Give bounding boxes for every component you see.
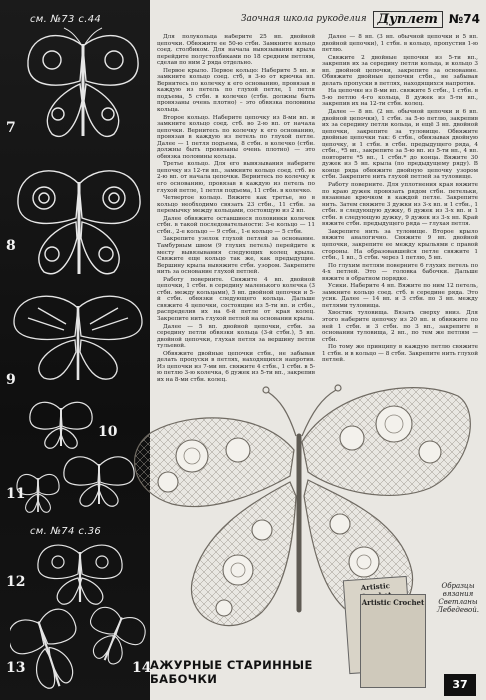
text-column-left — [157, 34, 315, 408]
paragraph: Далее — 8 вп. (2 вп. обычной цепочки и 6 вп. двойной цепочки), 1 стбн. за 5-ю петлю, закрепив их за середину петли кольца, и ещё 3 вп. двойной цепочки, закрепите за туловище. Обвяжите двойные цепочки так: 6 стбн., обвязывая двойную цепочку, и 1 стбн. в стбн. предыдущего ряда, 4 стбн., *5 вп., закрепите за 5-ю вп. из 5-ти вп., 4 вп. повторите *5 вп., 1 стбн.* до конца. Вяжите 30 дужек из 5 вп. крыла (по предыдущему ряду). В конце ряда обвяжите двойную цепочку узором стбн. Закрепите нить глухой петлей за туловище. — [322, 109, 478, 181]
butterfly-photo-9 — [8, 290, 148, 385]
brand-logo: Дуплет — [373, 11, 443, 28]
photo-caption: Образцы вязания Светланы Лебедевой. — [437, 582, 479, 614]
paragraph: Обвяжите двойные цепочки стбн., не забывая делать пропуски в петлях, находящихся напротив. Из цепочки из 7-ми вп. свяжите 4 стбн., 1 стбн. в 5-ю петлю 3-ю колечка, 6 дужек из 5-ти вп., закрепив их на 8-ми стбн. колец. — [157, 350, 315, 383]
paragraph: Хвостик туловища. Вязать сверху вниз. Для этого наберите цепочку из 20 вп. и обвяжите по ней 1 стбн. и 3 стбн. по 3 вп., закрепите в основании туловища, 2 вп., по тем же петлям — стбн. — [322, 310, 478, 343]
magazine-cover-back: Artistic — [343, 576, 413, 674]
paragraph: На цепочке из 8-ми вп. свяжите 5 стбн., 1 стбн. в 5-ю петлю 4-го кольца, 8 дужек из 5-ти вп., закрепив их на 12-ти стбн. колец. — [322, 88, 478, 108]
paragraph: Закрепите узелок глухой петлей за основание. Тамбурным швом (9 глухих петель) перейдите к месту вывязывания следующих колец крыла. Свяжите еще кольцо так же, как предыдущие. Вершину крыла вывяжите стбн. узором. Закрепите нить за основание глухой петлей. — [157, 236, 315, 276]
paragraph: По тому же принципу в каждую петлю свяжите 1 стбн. и в кольцо — 8 стбн. Закрепите нить глухой петлей. — [322, 344, 478, 364]
butterfly-photo-7 — [18, 26, 148, 151]
paragraph: Для полукольца наберите 25 вп. двойной цепочки. Обвяжите ее 50-ю стбн. Замкните кольцо соед. столбиком. Для начала вывязывания крыла перейдите полустолбиками по 18 средним петлям, сделав по ним 2 ряда отдельно. — [157, 34, 315, 67]
article-title: АЖУРНЫЕ СТАРИННЫЕ БАБОЧКИ — [150, 658, 313, 686]
figure-number-14: 14 — [132, 660, 152, 676]
paragraph: Далее — 5 вп. двойной цепочки, стбн. за середину петли обвязки кольца (3-й стбн.), 5 вп. двойной цепочки, глухая петля за вершину петли тульевой. — [157, 323, 315, 350]
paragraph: Далее — 8 вп. (3 вп. обычной цепочки и 5 вп. двойной цепочки), 1 стбн. в кольцо, пропустив 1-ю петлю. — [322, 34, 478, 54]
paragraph: По глухим петлям поверните 6 глухих петель по 4-х петлей. Это — головка бабочки. Дальше вяжите в обратном порядке. — [322, 262, 478, 282]
paragraph: Усики. Наберите 4 вп. Вяжите по ним 12 петель, замкните кольцо соед. стб. в середине ряда. Это усик. Далее — 14 вп. и 3 стбн. по 3 вп. между петлями туловища. — [322, 283, 478, 309]
figure-number-10: 10 — [98, 424, 118, 440]
issue-number: №74 — [448, 12, 480, 26]
paragraph: Закрепите нить за туловище. Второе крыло вяжите аналогично. Свяжите 9 вп. двойной цепочки, закрепите ее между крыльями с правой стороны. На образовавшейся петле свяжите 1 стбн., 1 вп., 5 стбн. через 1 петлю, 5 вп. — [322, 228, 478, 262]
paragraph: Далее обвяжите оставшиеся половинки колечек стбн. в такой последовательности: 3-е кольцо — 11 стбн., 2-е кольцо — 9 стбн., 1-е кольцо — 5 стбн. — [157, 215, 315, 235]
figure-number-9: 9 — [6, 372, 16, 388]
figure-number-11: 11 — [6, 486, 26, 502]
figure-number-8: 8 — [6, 238, 16, 254]
paragraph: Четвертое кольцо. Вяжите как третье, но в кольцо необходимо связать 23 стбн., 11 стбн. за перемычку между кольцами, состоящую из 2 вп. — [157, 195, 315, 215]
magazine-cover-front: Artistic Crochet — [360, 594, 426, 688]
magazine-stack-photo — [342, 578, 428, 688]
figure-number-12: 12 — [6, 574, 26, 590]
figure-number-7: 7 — [6, 120, 16, 136]
butterfly-photo-13 — [10, 606, 86, 696]
paragraph: Свяжите 2 двойные цепочки из 5-ти вп., закрепив их за середину петли кольца, и кольцо 3 вп. двойной цепочки, закрепите за основание. Обвяжите двойные цепочки стбн., не забывая делать пропуски в петлях, находящихся напротив. — [322, 54, 478, 87]
paragraph: Третье кольцо. Для его вывязывания наберите цепочку из 12-ти вп., замкните кольцо соед. стб. во 2-ю вп. от начала цепочки. Вернитесь по колечку к его основанию, провязав в каждую из петель по глухой петле, 1 петля подъема, 11 стбн. в колечко. — [157, 161, 315, 194]
paragraph: Работу поверните. Свяжите 4 вп. двойной цепочки, 1 стбн. в середину маленького колечка (3 стбн. между кольцами), 5 вп. двойной цепочки и 5-й стбн. обвязки следующего кольца. Дальше свяжите 4 цепочки, состоящие из 5-ти вп. и стбн., распределив их на 6-й петле от края колец. Закрепите нить глухой петлей на основании крыла. — [157, 276, 315, 322]
paragraph: Второе кольцо. Наберите цепочку из 8-ми вп. и замкните кольцо соед. стб. во 2-ю вп. от начала цепочки. Вернитесь по колечку к его основанию, провязав в каждую из петель по глухой петле. Далее — 1 петля подъема, 8 стбн. в колечко (стбн. должны быть провязаны очень плотно) — это обвязка половины кольца. — [157, 114, 315, 160]
reference-label-1: см. №73 с.44 — [30, 14, 102, 25]
figure-number-13: 13 — [6, 660, 26, 676]
butterfly-photo-10a — [26, 398, 96, 450]
page-number: 37 — [444, 674, 476, 696]
paragraph: Работу поверните. Для уплотнения края вяжите по краю дужек провязать рядом стбн. петельки, вязанные крючком в каждой петле. Закрепите нить. Затем свяжите 3 дужки из 3-х вп. и 1 стбн., 1 стбн. в следующую дужку, 6 дужек из 3-х вп. и 1 стбн. в следующую дужку, 9 дужек из 3-х вп. Край вяжите стбн. предыдущего ряда — глухая петля. — [322, 182, 478, 228]
butterfly-photo-8 — [10, 162, 148, 282]
text-column-right — [322, 34, 478, 377]
page-header — [150, 10, 480, 28]
paragraph: Первое крыло. Первое кольцо: Наберите 5 вп. и замкните кольцо соед. стб, в 3-ю от крючка вп. Вернитесь по колечку к его основанию, провязав в каждую из петель по глухой петле, 1 петля подъема, 5 стбн. в колечко (стбн. должны быть провязаны очень плотно) – это обвязка половины кольца. — [157, 67, 315, 114]
reference-label-2: см. №74 с.36 — [30, 526, 102, 537]
school-title: Заочная школа рукоделия — [240, 14, 367, 24]
